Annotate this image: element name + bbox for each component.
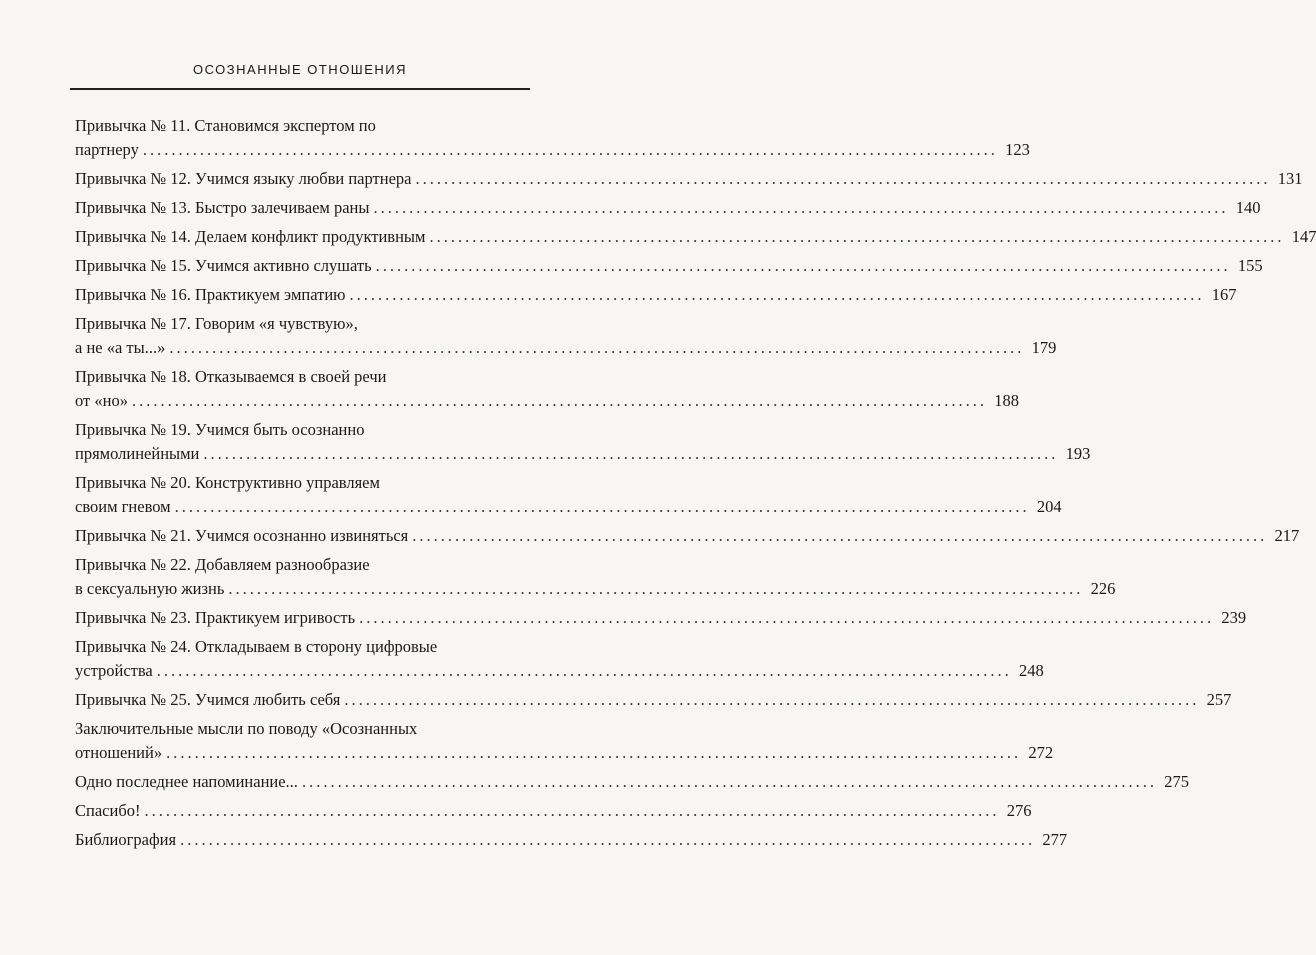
toc-entry-title-first-line: Привычка № 19. Учимся быть осознанно [75,420,365,439]
toc-entry-title: Привычка № 21. Учимся осознанно извиняться [75,526,409,545]
dot-leader: ........................................................................................................................ [203,444,1059,463]
toc-page-number: 140 [1235,198,1261,217]
toc-entry [75,365,1019,413]
dot-leader: ........................................................................................................................ [131,391,987,410]
toc-entry-title: Привычка № 15. Учимся активно слушать [75,256,372,275]
toc-entry [75,606,1247,630]
dot-leader: ........................................................................................................................ [144,801,1000,820]
toc-entry-row [75,770,1189,794]
toc-page-number: 179 [1031,338,1057,357]
toc-entry-title: устройства [75,661,153,680]
toc-entry [75,635,1044,683]
toc-entry-row [75,577,1116,601]
toc-page-number: 167 [1211,285,1237,304]
toc-entry-title: отношений» [75,743,163,762]
toc-entry-row [75,828,1068,852]
toc-entry [75,524,1300,548]
toc-entry-row [75,659,1044,683]
toc-entry [75,717,1054,765]
dot-leader: ........................................................................................................................ [228,579,1084,598]
toc-entry-row [75,688,1232,712]
toc-page-number: 275 [1164,772,1189,791]
toc-page-number: 188 [994,391,1019,410]
toc-entry-title-first-line: Привычка № 24. Откладываем в сторону цифровые [75,637,438,656]
dot-leader: ........................................................................................................................ [349,285,1205,304]
toc-entry-row [75,138,1030,162]
dot-leader: ........................................................................................................................ [359,608,1215,627]
toc-entry-title-first-line: Привычка № 18. Отказываемся в своей речи [75,367,387,386]
toc-entry-row [75,442,1091,466]
toc-entry-title: партнеру [75,140,139,159]
dot-leader: ........................................................................................................................ [415,169,1271,188]
toc-page-number: 204 [1036,497,1062,516]
header-rule [70,88,530,90]
toc-entry-title-first-line: Заключительные мысли по поводу «Осознанных [75,719,418,738]
toc-entry [75,770,1189,794]
toc-page-number: 239 [1221,608,1247,627]
toc-entry-row [75,283,1237,307]
dot-leader: ........................................................................................................................ [375,256,1231,275]
toc-entry-title: Привычка № 16. Практикуем эмпатию [75,285,346,304]
toc-entry [75,225,1316,249]
toc-page-number: 155 [1237,256,1263,275]
dot-leader: ........................................................................................................................ [412,526,1268,545]
toc-entry-title: Спасибо! [75,801,141,820]
toc-entry-title: Привычка № 14. Делаем конфликт продуктивным [75,227,426,246]
toc-page-number: 217 [1274,526,1300,545]
dot-leader: ........................................................................................................................ [373,198,1229,217]
toc-entry [75,283,1237,307]
toc-entry-title: Привычка № 13. Быстро залечиваем раны [75,198,370,217]
toc-entry [75,688,1232,712]
toc-entry-title: Привычка № 25. Учимся любить себя [75,690,341,709]
toc-entry-row [75,741,1054,765]
toc-entry-title: Библиография [75,830,177,849]
table-of-contents [75,114,1316,857]
dot-leader: ........................................................................................................................ [429,227,1285,246]
running-header: ОСОЗНАННЫЕ ОТНОШЕНИЯ [192,62,408,77]
toc-page-number: 248 [1019,661,1044,680]
toc-entry-title: Привычка № 23. Практикуем игривость [75,608,356,627]
dot-leader: ........................................................................................................................ [301,772,1157,791]
toc-page-number: 276 [1006,801,1032,820]
toc-entry-title: а не «а ты...» [75,338,166,357]
toc-entry-title: Одно последнее напоминание... [75,772,298,791]
toc-entry-row [75,336,1057,360]
dot-leader: ........................................................................................................................ [174,497,1030,516]
toc-entry-row [75,799,1032,823]
toc-entry-row [75,167,1303,191]
toc-entry [75,553,1116,601]
toc-entry [75,471,1062,519]
toc-entry [75,254,1263,278]
toc-entry [75,114,1030,162]
toc-entry-title: Привычка № 12. Учимся языку любви партнера [75,169,412,188]
toc-page-number: 123 [1005,140,1030,159]
toc-entry [75,196,1261,220]
dot-leader: ........................................................................................................................ [156,661,1012,680]
toc-entry-row [75,606,1247,630]
toc-entry-title-first-line: Привычка № 20. Конструктивно управляем [75,473,380,492]
toc-page-number: 272 [1028,743,1054,762]
dot-leader: ........................................................................................................................ [344,690,1200,709]
toc-page-number: 226 [1090,579,1116,598]
toc-entry-title-first-line: Привычка № 22. Добавляем разнообразие [75,555,370,574]
toc-entry-title-first-line: Привычка № 17. Говорим «я чувствую», [75,314,358,333]
toc-entry [75,418,1091,466]
toc-entry-row [75,389,1019,413]
toc-entry-title: прямолинейными [75,444,200,463]
toc-entry-title: от «но» [75,391,128,410]
toc-entry [75,167,1303,191]
toc-entry [75,828,1068,852]
toc-page-number: 277 [1042,830,1068,849]
toc-entry-row [75,495,1062,519]
toc-entry [75,799,1032,823]
dot-leader: ........................................................................................................................ [142,140,998,159]
toc-entry [75,312,1057,360]
toc-entry-title-first-line: Привычка № 11. Становимся экспертом по [75,116,376,135]
dot-leader: ........................................................................................................................ [166,743,1022,762]
toc-entry-row [75,196,1261,220]
toc-page-number: 257 [1206,690,1232,709]
toc-entry-title: в сексуальную жизнь [75,579,225,598]
toc-entry-row [75,524,1300,548]
toc-page-number: 131 [1277,169,1303,188]
toc-page-number: 147 [1291,227,1316,246]
dot-leader: ........................................................................................................................ [180,830,1036,849]
toc-page-number: 193 [1065,444,1091,463]
toc-entry-title: своим гневом [75,497,171,516]
toc-entry-row [75,254,1263,278]
dot-leader: ........................................................................................................................ [169,338,1025,357]
toc-entry-row [75,225,1316,249]
